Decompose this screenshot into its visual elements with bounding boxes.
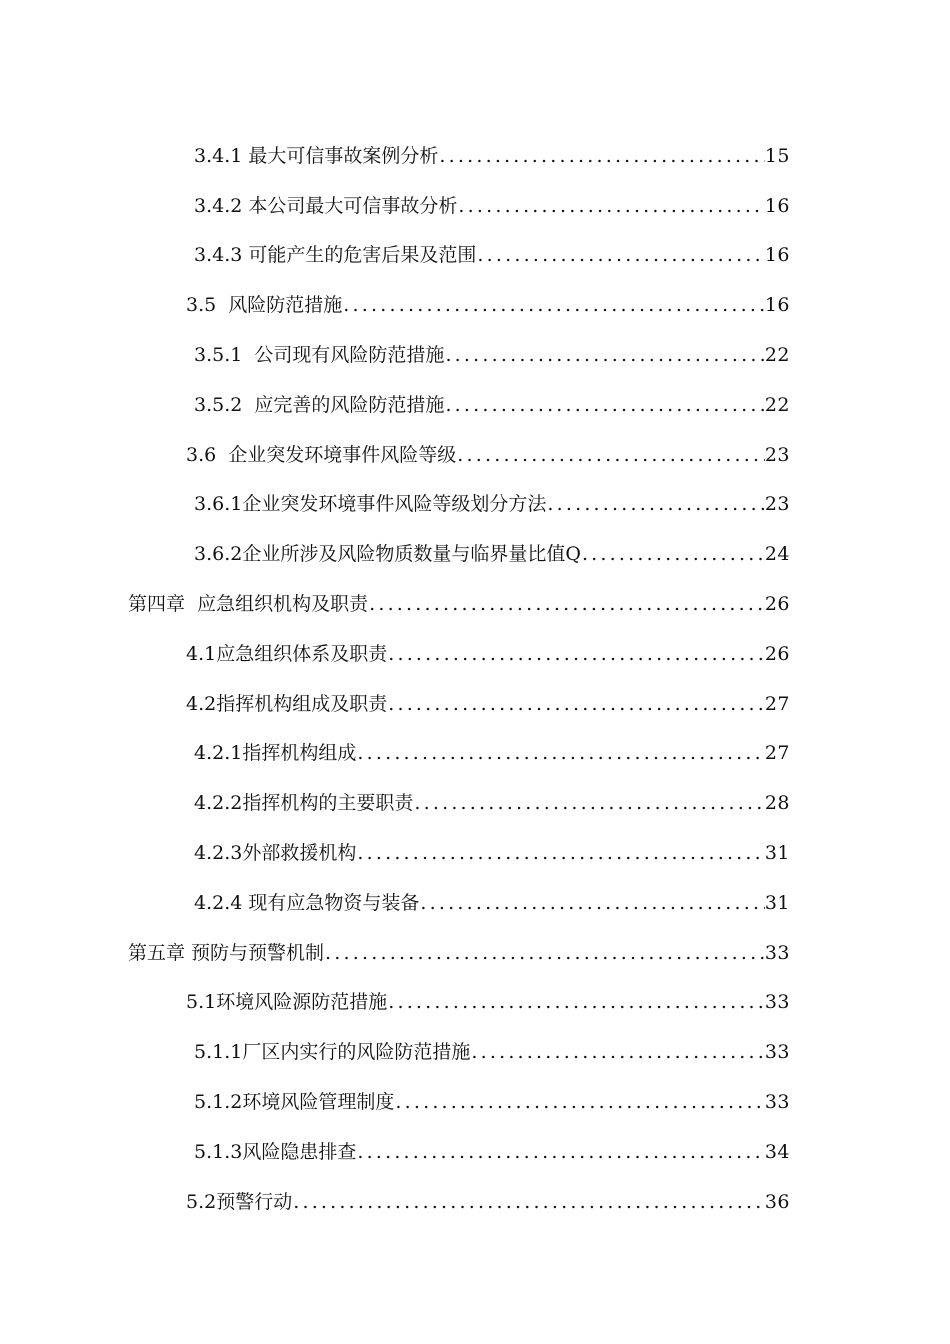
toc-dot-leader bbox=[395, 1089, 764, 1115]
toc-page-number: 16 bbox=[764, 294, 790, 317]
toc-dot-leader bbox=[388, 641, 765, 667]
toc-page-number: 28 bbox=[764, 792, 790, 815]
toc-dot-leader bbox=[582, 541, 765, 567]
toc-dot-leader bbox=[457, 442, 765, 468]
toc-entry-3-6[interactable] bbox=[0, 430, 950, 480]
toc-dot-leader bbox=[388, 989, 765, 1015]
toc-entry-4-2-1[interactable] bbox=[0, 729, 950, 779]
toc-dot-leader bbox=[357, 740, 764, 766]
toc-entry-3-5[interactable] bbox=[0, 280, 950, 330]
toc-dot-leader bbox=[477, 242, 764, 268]
toc-entry-title: 3.6.1企业突发环境事件风险等级划分方法 bbox=[194, 493, 547, 516]
toc-dot-leader bbox=[414, 790, 764, 816]
toc-page-number: 22 bbox=[764, 344, 790, 367]
toc-page-number: 16 bbox=[764, 244, 790, 267]
toc-entry-title: 5.1.1厂区内实行的风险防范措施 bbox=[194, 1041, 471, 1064]
toc-entry-title: 3.5 风险防范措施 bbox=[186, 294, 343, 317]
toc-page-number: 36 bbox=[764, 1190, 790, 1213]
toc-dot-leader bbox=[458, 193, 764, 219]
toc-page-number: 34 bbox=[764, 1140, 790, 1163]
toc-dot-leader bbox=[343, 292, 765, 318]
toc-entry-title: 3.4.2 本公司最大可信事故分析 bbox=[194, 194, 458, 217]
toc-page-number: 23 bbox=[764, 443, 790, 466]
toc-dot-leader bbox=[471, 1039, 764, 1065]
toc-entry-title: 4.2.2指挥机构的主要职责 bbox=[194, 792, 414, 815]
toc-entry-title: 3.4.3 可能产生的危害后果及范围 bbox=[194, 244, 477, 267]
toc-dot-leader bbox=[445, 392, 764, 418]
toc-entry-4-2-2[interactable] bbox=[0, 778, 950, 828]
toc-page-number: 26 bbox=[764, 642, 790, 665]
toc-page-number: 24 bbox=[764, 543, 790, 566]
toc-entry-title: 5.2预警行动 bbox=[186, 1190, 293, 1213]
toc-entry-3-5-2[interactable] bbox=[0, 380, 950, 430]
toc-entry-title: 3.5.2 应完善的风险防范措施 bbox=[194, 393, 445, 416]
toc-entry-title: 4.2.1指挥机构组成 bbox=[194, 742, 357, 765]
toc-entry-title: 3.5.1 公司现有风险防范措施 bbox=[194, 344, 445, 367]
toc-entry-title: 5.1.2环境风险管理制度 bbox=[194, 1091, 395, 1114]
toc-entry-4-1[interactable] bbox=[0, 629, 950, 679]
toc-entry-title: 4.2.4 现有应急物资与装备 bbox=[194, 891, 420, 914]
toc-entry-3-4-1[interactable] bbox=[0, 131, 950, 181]
toc-entry-title: 3.4.1 最大可信事故案例分析 bbox=[194, 144, 439, 167]
toc-page-number: 33 bbox=[764, 991, 790, 1014]
toc-entry-chapter-4[interactable] bbox=[0, 579, 950, 629]
toc-dot-leader bbox=[357, 1139, 764, 1165]
toc-entry-3-4-3[interactable] bbox=[0, 231, 950, 281]
toc-entry-4-2-4[interactable] bbox=[0, 878, 950, 928]
toc-page-number: 16 bbox=[764, 194, 790, 217]
toc-dot-leader bbox=[547, 491, 764, 517]
toc-entry-title: 3.6 企业突发环境事件风险等级 bbox=[186, 443, 457, 466]
toc-entry-3-5-1[interactable] bbox=[0, 330, 950, 380]
toc-page-number: 33 bbox=[764, 1041, 790, 1064]
toc-dot-leader bbox=[369, 591, 765, 617]
toc-entry-title: 4.2指挥机构组成及职责 bbox=[186, 692, 388, 715]
toc-dot-leader bbox=[445, 342, 764, 368]
toc-entry-title: 4.1应急组织体系及职责 bbox=[186, 642, 388, 665]
toc-entry-chapter-5[interactable] bbox=[0, 928, 950, 978]
toc-page-number: 26 bbox=[764, 593, 790, 616]
toc-entry-3-6-2[interactable] bbox=[0, 529, 950, 579]
toc-page-number: 22 bbox=[764, 393, 790, 416]
table-of-contents bbox=[0, 131, 950, 1227]
toc-entry-4-2[interactable] bbox=[0, 679, 950, 729]
toc-entry-title: 5.1.3风险隐患排查 bbox=[194, 1140, 357, 1163]
toc-page-number: 27 bbox=[764, 742, 790, 765]
toc-page-number: 33 bbox=[764, 1091, 790, 1114]
toc-entry-4-2-3[interactable] bbox=[0, 828, 950, 878]
toc-page-number: 23 bbox=[764, 493, 790, 516]
toc-entry-5-1-3[interactable] bbox=[0, 1127, 950, 1177]
toc-dot-leader bbox=[293, 1189, 765, 1215]
toc-page-number: 15 bbox=[764, 144, 790, 167]
toc-page-number: 31 bbox=[764, 842, 790, 865]
toc-entry-title: 5.1环境风险源防范措施 bbox=[186, 991, 388, 1014]
toc-entry-title: 第五章 预防与预警机制 bbox=[128, 941, 325, 964]
toc-entry-title: 第四章 应急组织机构及职责 bbox=[128, 593, 369, 616]
toc-entry-5-1-2[interactable] bbox=[0, 1077, 950, 1127]
toc-entry-title: 3.6.2企业所涉及风险物质数量与临界量比值Q bbox=[194, 543, 581, 566]
toc-page-number: 33 bbox=[764, 941, 790, 964]
toc-dot-leader bbox=[357, 840, 764, 866]
toc-entry-3-4-2[interactable] bbox=[0, 181, 950, 231]
toc-entry-title: 4.2.3外部救援机构 bbox=[194, 842, 357, 865]
toc-dot-leader bbox=[325, 940, 765, 966]
toc-dot-leader bbox=[420, 890, 764, 916]
toc-page-number: 27 bbox=[764, 692, 790, 715]
toc-entry-3-6-1[interactable] bbox=[0, 480, 950, 530]
toc-entry-5-2[interactable] bbox=[0, 1177, 950, 1227]
toc-dot-leader bbox=[439, 143, 764, 169]
toc-entry-5-1-1[interactable] bbox=[0, 1027, 950, 1077]
toc-dot-leader bbox=[388, 691, 765, 717]
toc-entry-5-1[interactable] bbox=[0, 978, 950, 1028]
toc-page-number: 31 bbox=[764, 891, 790, 914]
